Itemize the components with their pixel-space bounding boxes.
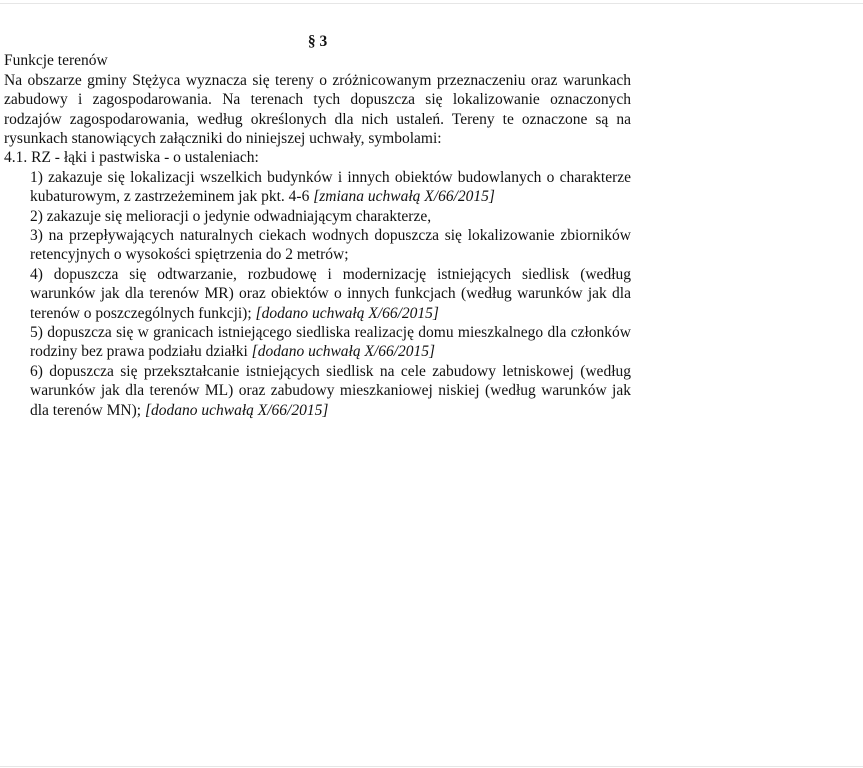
item-text: 3) na przepływających naturalnych ciekach wodnych dopuszcza się lokalizowanie zbiorników retencyjnych o wysokości spiętrzenia do 2 metrów; [30, 227, 631, 264]
item-text: 1) zakazuje się lokalizacji wszelkich budynków i innych obiektów budowlanych o charakterze kubaturowym, z zastrzeżeminem jak pkt. 4-6 [30, 168, 631, 206]
list-item [30, 265, 631, 323]
list-item [30, 168, 631, 207]
list-item [30, 323, 631, 362]
list-item [30, 207, 631, 226]
amendment-note: [dodano uchwałą X/66/2015] [144, 401, 329, 419]
list-item [30, 226, 631, 265]
section-heading: Funkcje terenów [4, 52, 108, 70]
item-text: 4) dopuszcza się odtwarzanie, rozbudowę i modernizację istniejących siedlisk (według warunków jak dla terenów MR) oraz obiektów o innych funkcjach (według warunków jak dla terenów o poszczególnych funkcji); [30, 265, 631, 322]
amendment-note: [dodano uchwałą X/66/2015] [255, 304, 439, 322]
amendment-note: [dodano uchwałą X/66/2015] [251, 343, 436, 361]
top-divider [0, 3, 863, 4]
intro-paragraph: Na obszarze gminy Stężyca wyznacza się tereny o zróżnicowanym przeznaczeniu oraz warunkach zabudowy i zagospodarowania. Na terenach tych dopuszcza się lokalizowanie oznaczonych rodzajów zagospodarowania, według określonych dla nich ustaleń. Tereny te oznaczone są na rysunkach stanowiących załączniki do niniejszej uchwały, symbolami: [4, 71, 631, 148]
item-text: 5) dopuszcza się w granicach istniejącego siedliska realizację domu mieszkalnego dla członków rodziny bez prawa podziału działki [30, 324, 631, 361]
section-title: § 3 [307, 33, 328, 50]
provision-list [4, 168, 631, 420]
subsection-heading: 4.1. RZ - łąki i pastwiska - o ustaleniach: [4, 149, 259, 167]
bottom-divider [0, 766, 863, 767]
list-item [30, 362, 631, 420]
item-text: 2) zakazuje się melioracji o jedynie odwadniającym charakterze, [30, 207, 432, 225]
amendment-note: [zmiana uchwałą X/66/2015] [313, 188, 495, 206]
item-text: 6) dopuszcza się przekształcanie istniejących siedlisk na cele zabudowy letniskowej (według warunków jak dla terenów ML) oraz zabudowy mieszkaniowej niskiej (według warunków jak dla terenów MN); [30, 362, 631, 419]
document-body [4, 32, 631, 420]
